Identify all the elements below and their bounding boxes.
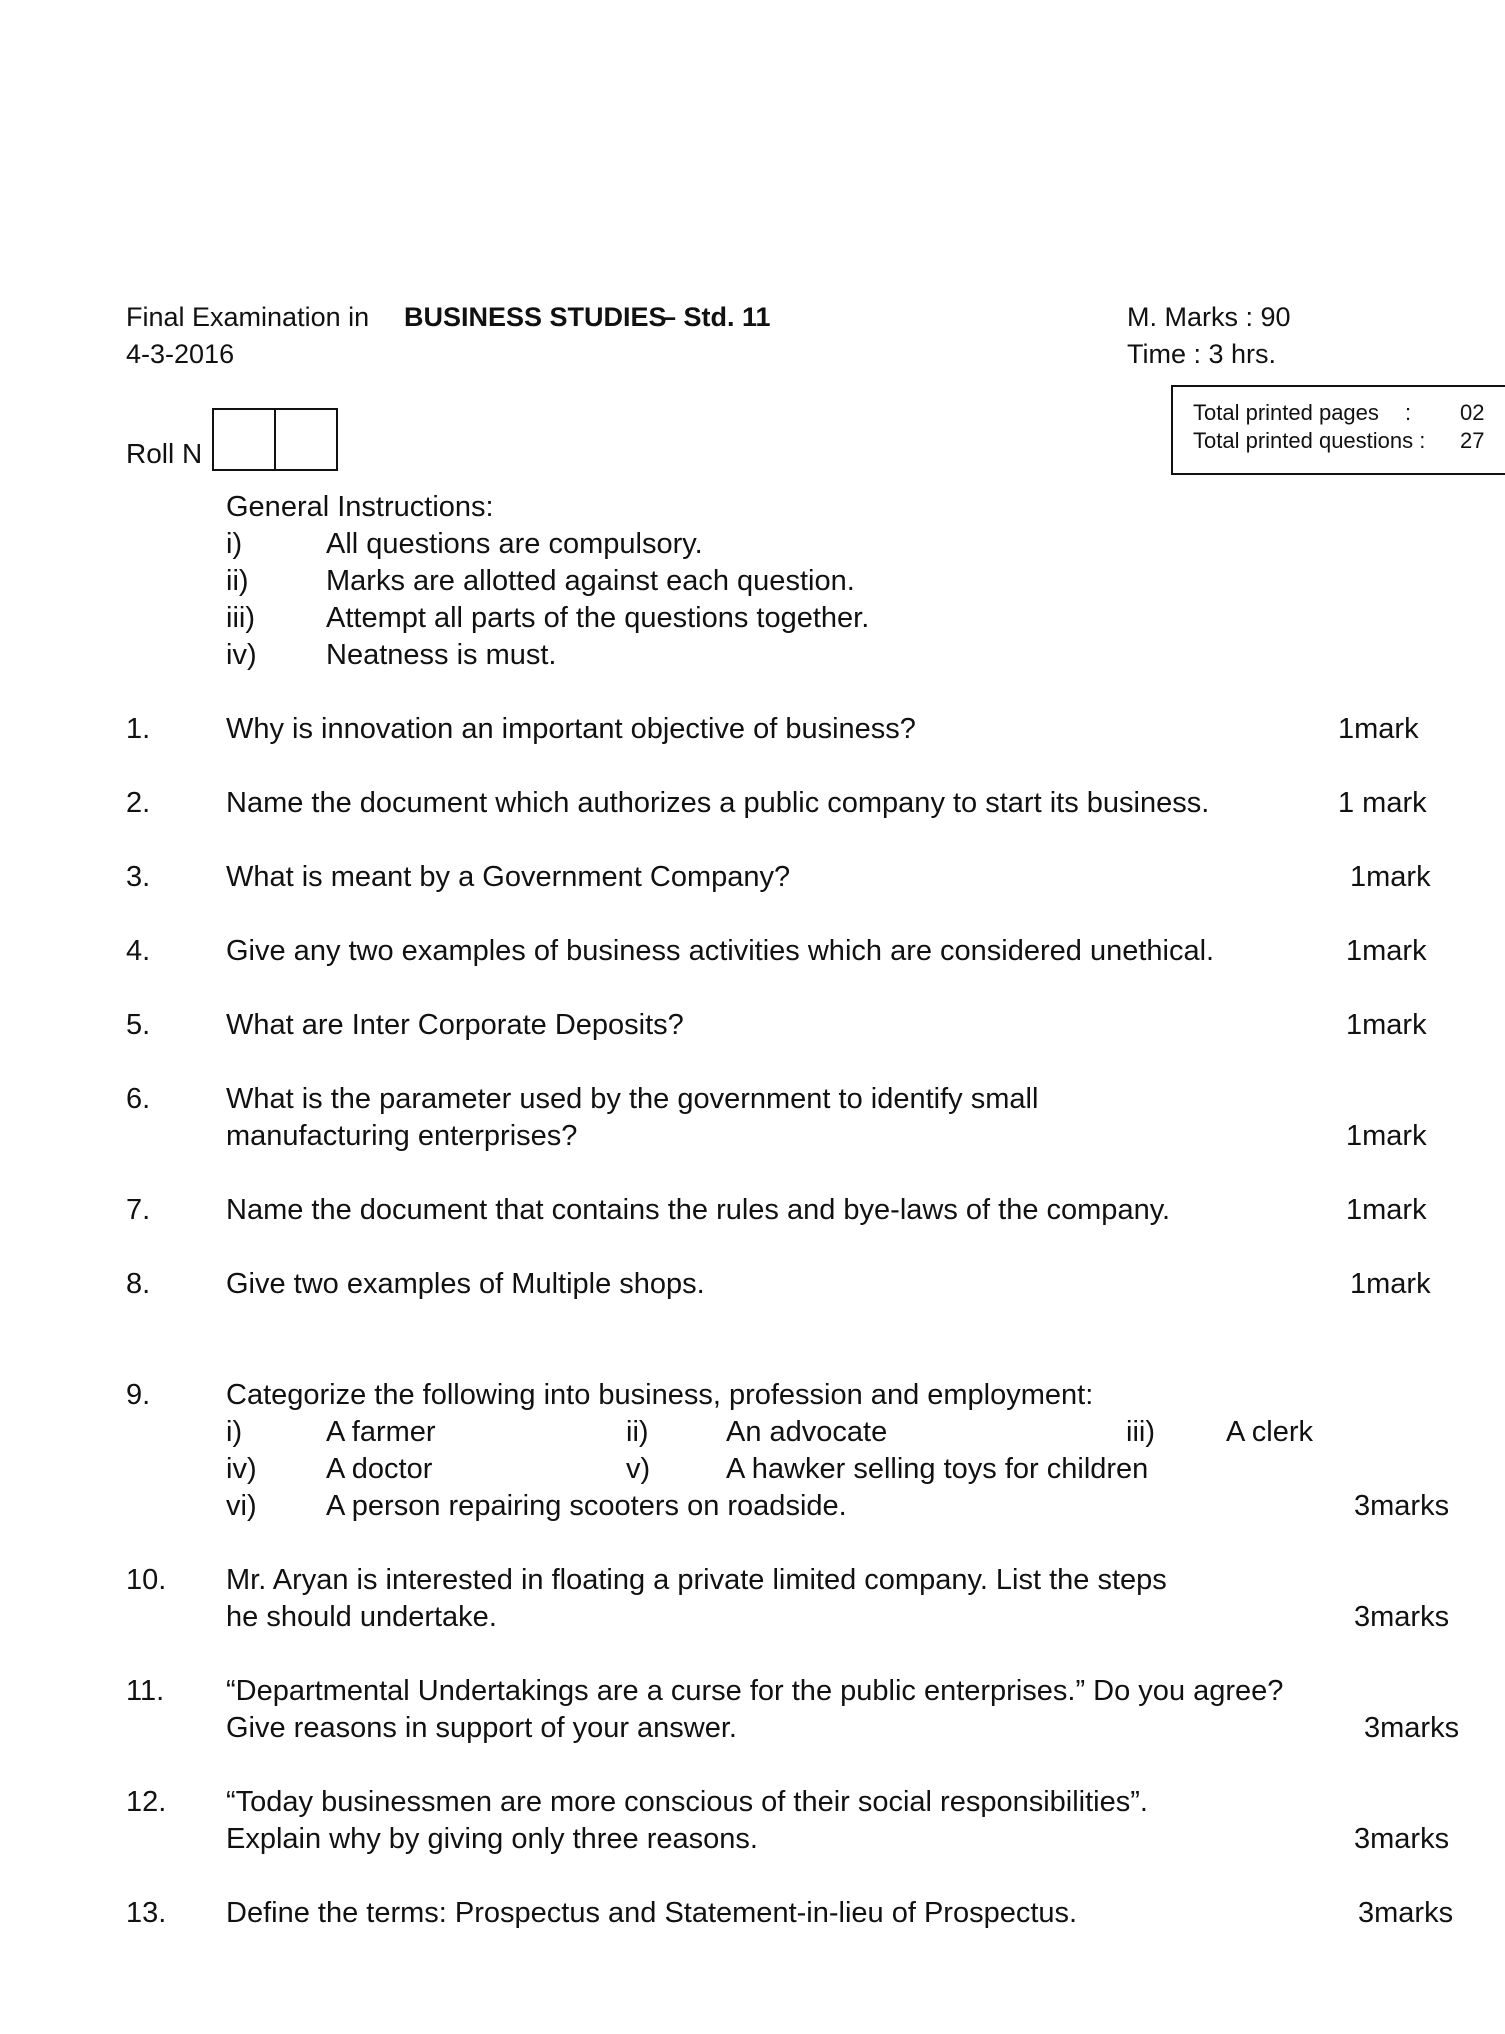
option-num: ii) [626, 1416, 649, 1448]
pages-label: Total printed pages [1193, 400, 1379, 425]
question-text: Give reasons in support of your answer. [226, 1712, 737, 1744]
option-text: A farmer [326, 1416, 436, 1448]
question-text: manufacturing enterprises? [226, 1120, 578, 1152]
roll-number-label: Roll N [126, 438, 203, 469]
question-number: 1. [126, 713, 151, 745]
roll-number-box-1[interactable] [212, 408, 276, 471]
question-number: 4. [126, 935, 151, 967]
questions-label: Total printed questions : [1193, 428, 1426, 453]
option-num: i) [226, 1416, 243, 1448]
instruction-text: Attempt all parts of the questions together. [326, 602, 870, 634]
standard-label: – Std. 11 [661, 302, 771, 332]
question-marks: 1mark [1346, 1194, 1427, 1226]
question-text: Why is innovation an important objective of business? [226, 713, 916, 745]
option-text: An advocate [726, 1416, 888, 1448]
question-text: Name the document which authorizes a public company to start its business. [226, 787, 1210, 819]
question-text: Categorize the following into business, profession and employment: [226, 1379, 1094, 1411]
question-marks: 3marks [1354, 1601, 1450, 1633]
question-number: 12. [126, 1786, 167, 1818]
question-number: 7. [126, 1194, 151, 1226]
question-marks: 3marks [1354, 1823, 1450, 1855]
instruction-text: Neatness is must. [326, 639, 557, 671]
question-marks: 1mark [1350, 861, 1431, 893]
instruction-num: iii) [226, 602, 255, 634]
question-number: 11. [126, 1675, 165, 1707]
instruction-text: Marks are allotted against each question. [326, 565, 855, 597]
option-num: iv) [226, 1453, 257, 1485]
question-marks: 3marks [1364, 1712, 1460, 1744]
max-marks: M. Marks : 90 [1127, 302, 1291, 332]
question-marks: 3marks [1354, 1490, 1450, 1522]
question-marks: 1mark [1338, 713, 1419, 745]
question-text: Define the terms: Prospectus and Statement-in-lieu of Prospectus. [226, 1897, 1078, 1929]
question-marks: 1mark [1350, 1268, 1431, 1300]
pages-value: 02 [1460, 400, 1485, 425]
question-text: What is the parameter used by the government to identify small [226, 1083, 1039, 1115]
option-text: A hawker selling toys for children [726, 1453, 1149, 1485]
question-number: 9. [126, 1379, 151, 1411]
instruction-num: iv) [226, 639, 257, 671]
exam-label: Final Examination in [126, 302, 370, 332]
question-number: 13. [126, 1897, 167, 1929]
roll-number-box-2[interactable] [274, 408, 338, 471]
instruction-text: All questions are compulsory. [326, 528, 703, 560]
question-number: 6. [126, 1083, 151, 1115]
question-marks: 1 mark [1338, 787, 1427, 819]
question-number: 5. [126, 1009, 151, 1041]
option-num: v) [626, 1453, 651, 1485]
question-text: Give any two examples of business activities which are considered unethical. [226, 935, 1215, 967]
question-number: 10. [126, 1564, 167, 1596]
question-text: he should undertake. [226, 1601, 497, 1633]
instruction-num: i) [226, 528, 243, 560]
option-num: iii) [1126, 1416, 1155, 1448]
subject-title: BUSINESS STUDIES [404, 302, 667, 332]
option-num: vi) [226, 1490, 257, 1522]
question-marks: 1mark [1346, 1120, 1427, 1152]
question-text: Name the document that contains the rules and bye-laws of the company. [226, 1194, 1171, 1226]
question-number: 8. [126, 1268, 151, 1300]
question-marks: 1mark [1346, 935, 1427, 967]
question-number: 3. [126, 861, 151, 893]
question-marks: 3marks [1358, 1897, 1454, 1929]
question-text: Explain why by giving only three reasons. [226, 1823, 758, 1855]
exam-time: Time : 3 hrs. [1127, 339, 1277, 369]
option-text: A clerk [1226, 1416, 1314, 1448]
question-text: “Today businessmen are more conscious of their social responsibilities”. [226, 1786, 1148, 1818]
question-number: 2. [126, 787, 151, 819]
instructions-title: General Instructions: [226, 491, 494, 523]
question-marks: 1mark [1346, 1009, 1427, 1041]
question-text: Mr. Aryan is interested in floating a private limited company. List the steps [226, 1564, 1167, 1596]
question-text: Give two examples of Multiple shops. [226, 1268, 705, 1300]
pages-separator: : [1405, 400, 1412, 425]
instruction-num: ii) [226, 565, 249, 597]
question-text: What is meant by a Government Company? [226, 861, 791, 893]
question-text: What are Inter Corporate Deposits? [226, 1009, 684, 1041]
exam-date: 4-3-2016 [126, 339, 235, 369]
option-text: A doctor [326, 1453, 433, 1485]
question-text: “Departmental Undertakings are a curse for the public enterprises.” Do you agree? [226, 1675, 1284, 1707]
questions-value: 27 [1460, 428, 1485, 453]
option-text: A person repairing scooters on roadside. [326, 1490, 847, 1522]
